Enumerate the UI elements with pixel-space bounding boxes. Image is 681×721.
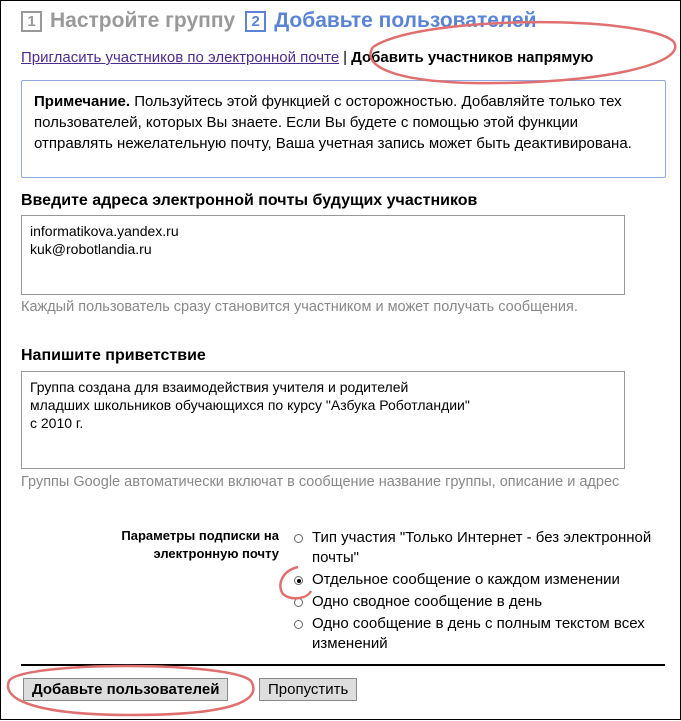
emails-label: Введите адреса электронной почты будущих участников — [21, 192, 478, 209]
option-daily-digest[interactable] — [293, 592, 663, 612]
option-each-message[interactable] — [293, 570, 663, 590]
note-title: Примечание. — [34, 93, 131, 110]
add-method-nav — [21, 49, 593, 66]
radio-daily-digest[interactable] — [294, 598, 303, 607]
option-label: Одно сводное сообщение в день — [312, 593, 543, 610]
warning-note — [21, 80, 666, 178]
radio-daily-full[interactable] — [294, 620, 303, 629]
add-users-button[interactable]: Добавьте пользователей — [23, 678, 228, 701]
step-setup-group — [21, 9, 235, 33]
step-title: Настройте группу — [50, 9, 236, 32]
skip-button[interactable]: Пропустить — [259, 678, 357, 701]
subscription-options — [293, 528, 663, 656]
greeting-textarea[interactable]: Группа создана для взаимодействия учителя и родителей младших школьников обучающихся по курсу "Азбука Роботландии" с 2010 г. — [21, 371, 625, 469]
add-directly-current: Добавить участников напрямую — [351, 49, 594, 66]
radio-each-message[interactable] — [294, 576, 303, 585]
invite-by-email-link[interactable]: Пригласить участников по электронной почте — [21, 49, 340, 66]
greeting-label: Напишите приветствие — [21, 347, 206, 364]
subscription-label: Параметры подписки на электронную почту — [121, 528, 279, 561]
note-text: Пользуйтесь этой функцией с осторожностью. Добавляйте только тех пользователей, которых Вы знаете. Если Вы будете с помощью этой функции отправлять нежелательную почту, Ваша учетная запись может быть деактивирована. — [34, 93, 632, 152]
step-number: 2 — [245, 11, 266, 32]
divider — [21, 664, 665, 666]
wizard-steps — [21, 9, 547, 33]
option-label: Тип участия "Только Интернет - без электронной почты" — [312, 529, 652, 566]
option-daily-full[interactable] — [293, 614, 663, 654]
step-number: 1 — [21, 11, 42, 32]
step-title: Добавьте пользователей — [274, 9, 537, 32]
option-label: Одно сообщение в день с полным текстом всех изменений — [312, 615, 645, 652]
step-add-users — [245, 9, 536, 33]
option-label: Отдельное сообщение о каждом изменении — [312, 571, 620, 588]
nav-separator: | — [343, 49, 348, 66]
emails-hint: Каждый пользователь сразу становится участником и может получать сообщения. — [21, 299, 578, 315]
option-web-only[interactable] — [293, 528, 663, 568]
emails-textarea[interactable]: informatikova.yandex.ru kuk@robotlandia.ru — [21, 215, 625, 295]
greeting-hint: Группы Google автоматически включат в сообщение название группы, описание и адрес — [21, 474, 620, 490]
radio-web-only[interactable] — [294, 534, 303, 543]
